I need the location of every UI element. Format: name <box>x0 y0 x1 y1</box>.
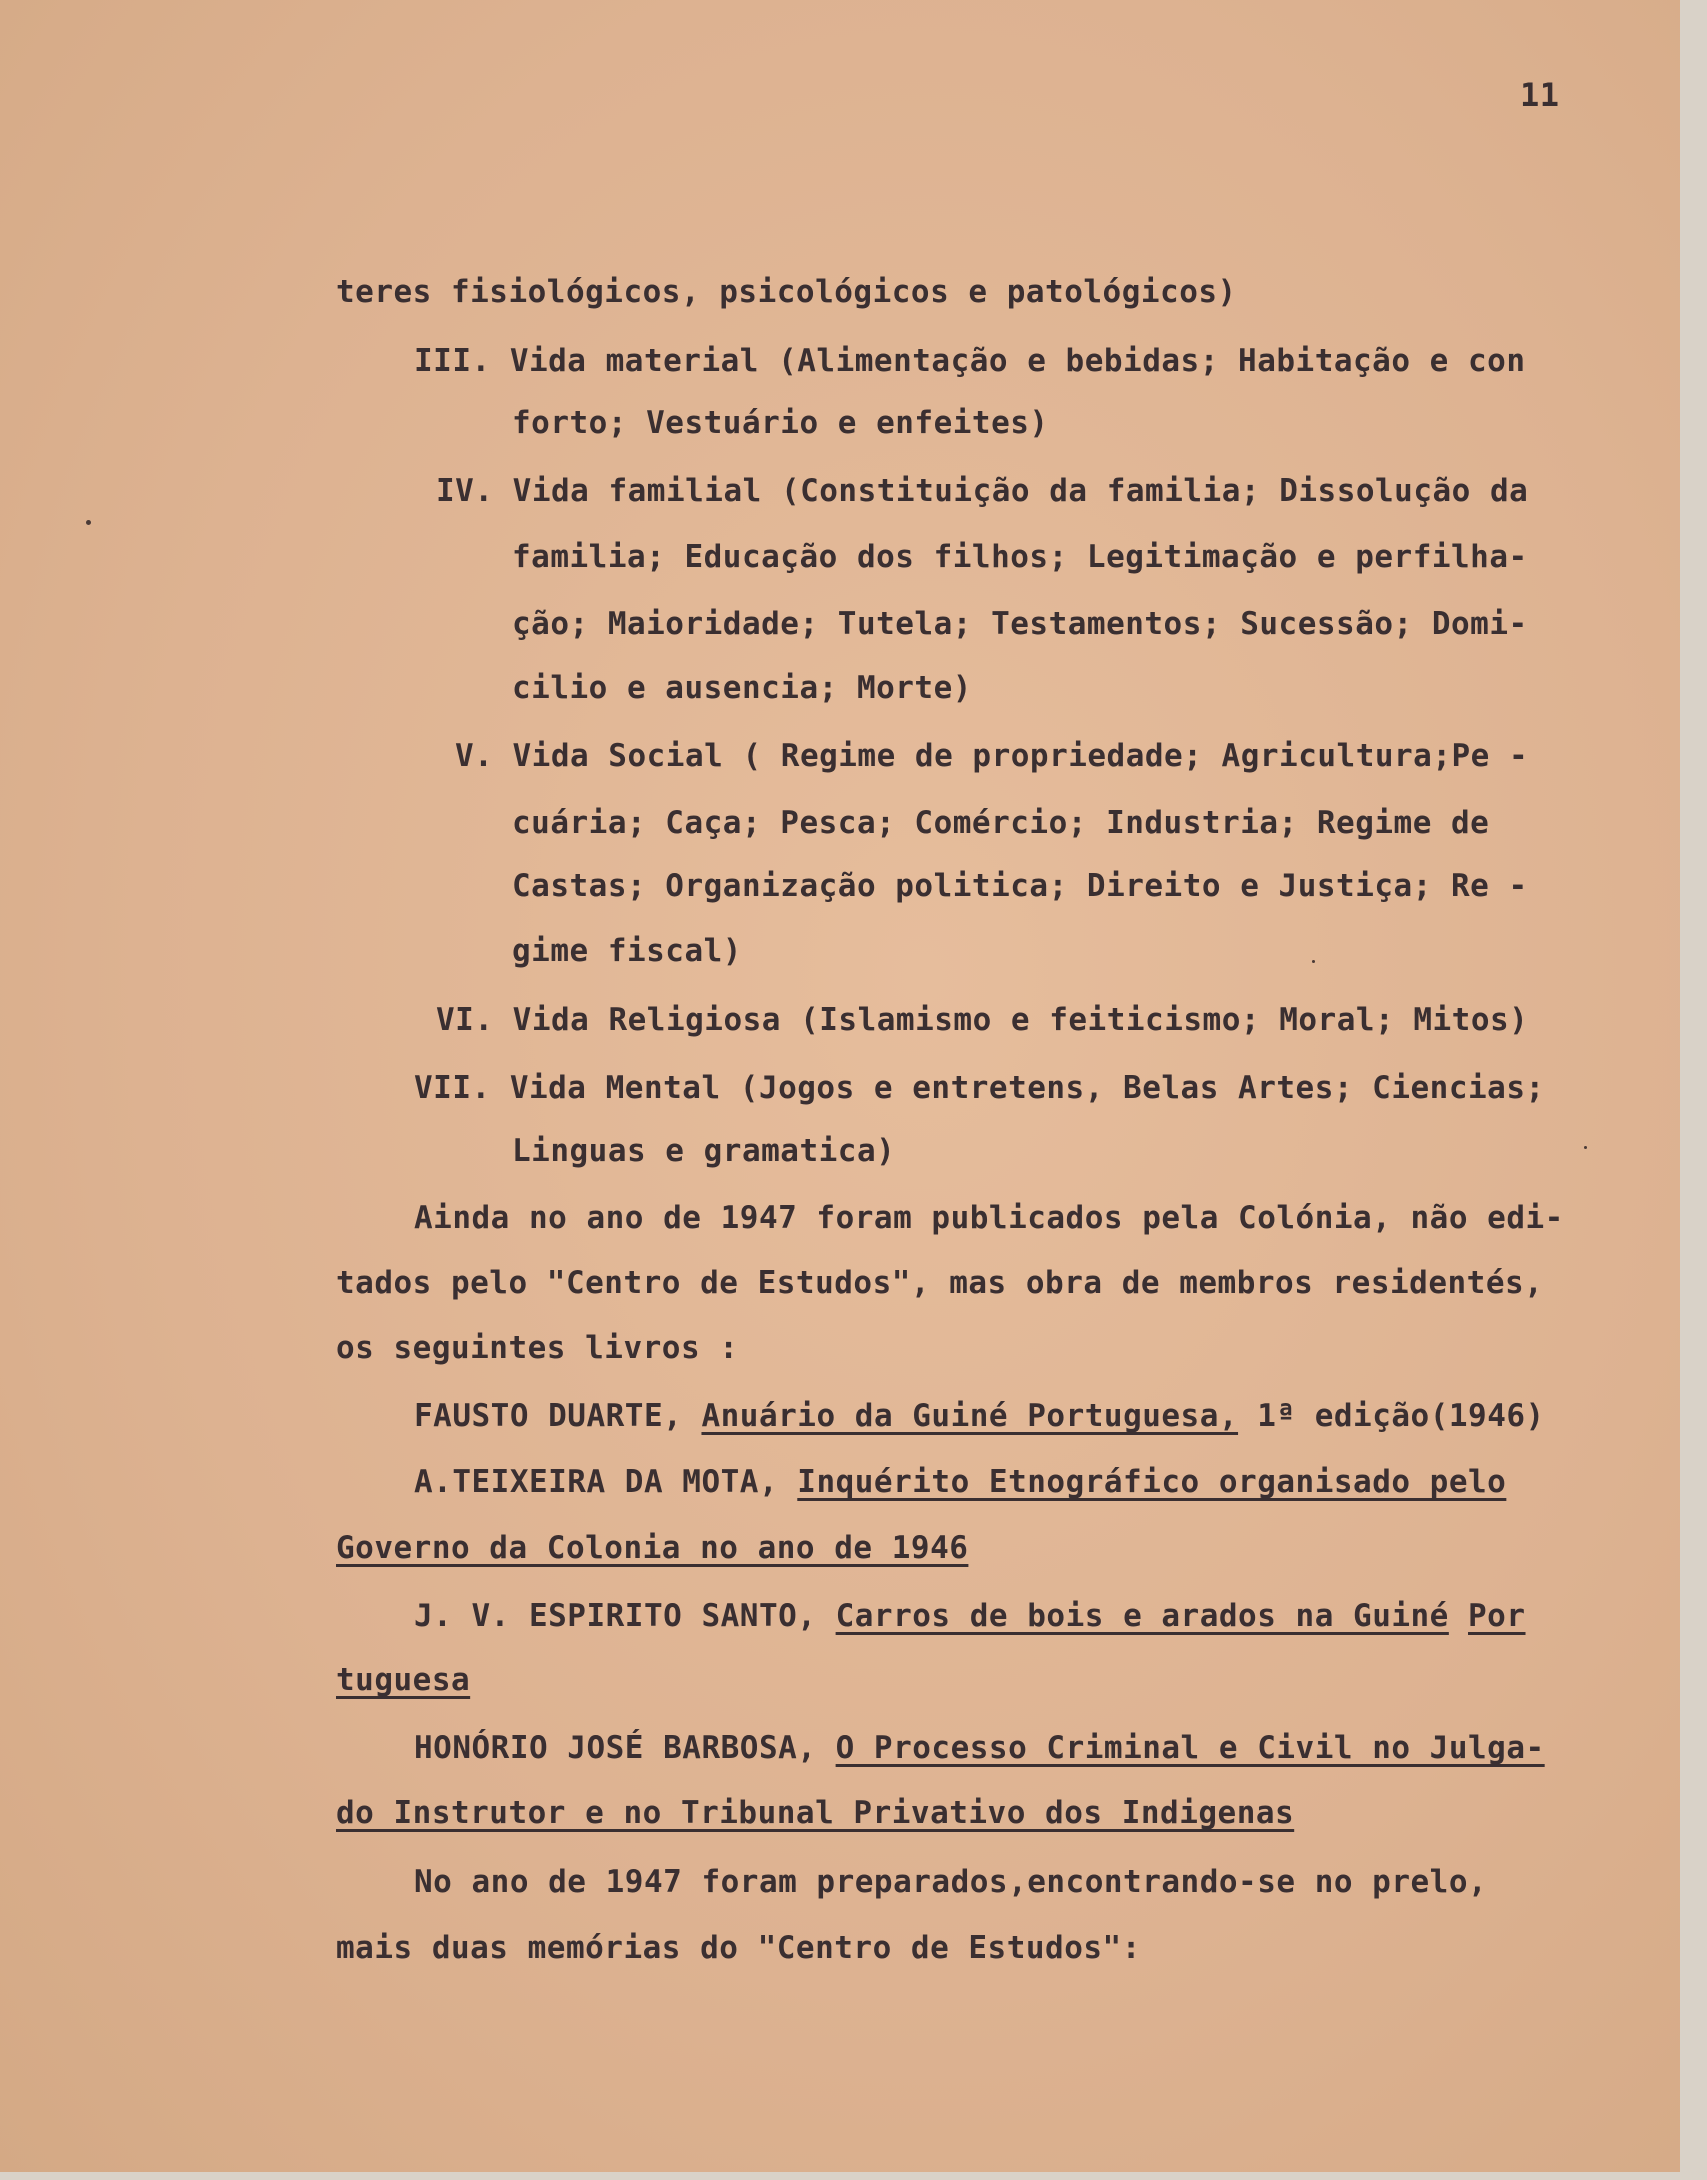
page-number: 11 <box>1520 76 1560 114</box>
bibliography-entry <box>414 1730 1545 1766</box>
text-line: VII. Vida Mental (Jogos e entretens, Belas Artes; Ciencias; <box>414 1070 1545 1106</box>
text-line: No ano de 1947 foram preparados,encontrando-se no prelo, <box>414 1864 1488 1900</box>
bibliography-entry <box>414 1398 1545 1434</box>
text-line: cilio e ausencia; Morte) <box>512 670 972 706</box>
entry-edition: 1ª edição(1946) <box>1257 1398 1545 1434</box>
entry-title-continuation: Governo da Colonia no ano de 1946 <box>336 1530 969 1566</box>
entry-title: Carros de bois e arados na Guiné <box>835 1598 1449 1634</box>
scan-border-bottom <box>0 2172 1707 2180</box>
bibliography-entry <box>414 1464 1506 1500</box>
text-line: teres fisiológicos, psicológicos e patológicos) <box>336 274 1237 310</box>
text-line: cuária; Caça; Pesca; Comércio; Industria; Regime de <box>512 805 1490 841</box>
text-line: forto; Vestuário e enfeites) <box>512 405 1049 441</box>
paper-speck <box>1312 960 1315 963</box>
entry-title-continuation: do Instrutor e no Tribunal Privativo dos Indigenas <box>336 1795 1295 1831</box>
scan-border-right <box>1680 0 1707 2180</box>
text-line: gime fiscal) <box>512 933 742 969</box>
paper-speck <box>86 520 91 525</box>
text-line: tados pelo "Centro de Estudos", mas obra de membros residentés, <box>336 1265 1544 1301</box>
text-line: mais duas memórias do "Centro de Estudos": <box>336 1930 1141 1966</box>
entry-title-end: Por <box>1468 1598 1526 1634</box>
entry-title: O Processo Criminal e Civil no Julga- <box>835 1730 1545 1766</box>
text-line: V. Vida Social ( Regime de propriedade; Agricultura;Pe - <box>455 738 1529 774</box>
entry-title-continuation: tuguesa <box>336 1662 471 1698</box>
entry-author: HONÓRIO JOSÉ BARBOSA, <box>414 1730 817 1766</box>
entry-author: J. V. ESPIRITO SANTO, <box>414 1598 817 1634</box>
text-line: Castas; Organização politica; Direito e Justiça; Re - <box>512 868 1528 904</box>
text-line: Ainda no ano de 1947 foram publicados pela Colónia, não edi- <box>414 1200 1564 1236</box>
text-line: ção; Maioridade; Tutela; Testamentos; Sucessão; Domi- <box>512 606 1528 642</box>
text-line: familia; Educação dos filhos; Legitimação e perfilha- <box>512 539 1528 575</box>
entry-title: Inquérito Etnográfico organisado pelo <box>797 1464 1507 1500</box>
bibliography-entry <box>414 1598 1526 1634</box>
paper-speck <box>1584 1146 1587 1149</box>
text-line: III. Vida material (Alimentação e bebidas; Habitação e con <box>414 343 1526 379</box>
text-line: IV. Vida familial (Constituição da familia; Dissolução da <box>436 473 1529 509</box>
entry-author: FAUSTO DUARTE, <box>414 1398 683 1434</box>
entry-author: A.TEIXEIRA DA MOTA, <box>414 1464 779 1500</box>
entry-title: Anuário da Guiné Portuguesa, <box>701 1398 1239 1434</box>
text-line: VI. Vida Religiosa (Islamismo e feiticismo; Moral; Mitos) <box>436 1002 1529 1038</box>
text-line: os seguintes livros : <box>336 1330 739 1366</box>
text-line: Linguas e gramatica) <box>512 1133 896 1169</box>
